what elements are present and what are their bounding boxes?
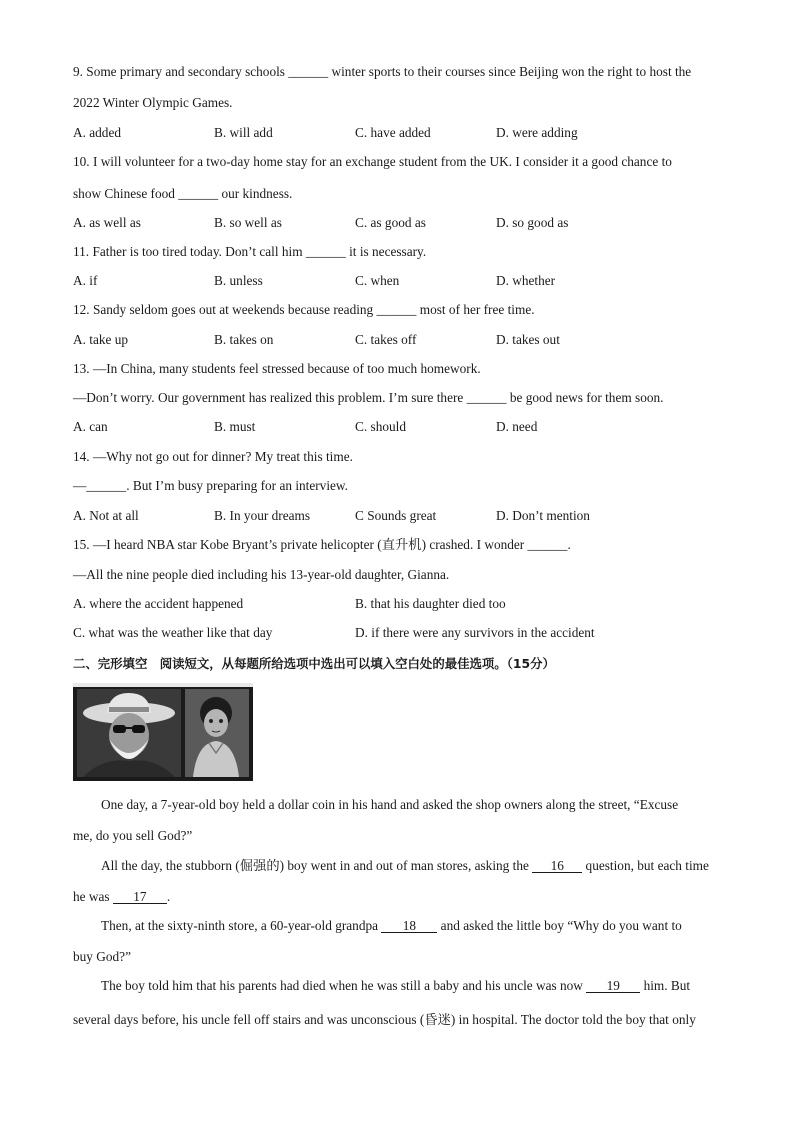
blank-19: 19 <box>586 979 640 993</box>
q13-option-b: B. must <box>214 419 256 434</box>
q12-stem: 12. Sandy seldom goes out at weekends because reading ______ most of her free time. <box>73 302 535 317</box>
q10-option-d: D. so good as <box>496 215 569 230</box>
q9-option-c: C. have added <box>355 125 431 140</box>
q13-stem-line1: 13. —In China, many students feel stressed because of too much homework. <box>73 361 481 376</box>
q15-stem-line2: —All the nine people died including his 13-year-old daughter, Gianna. <box>73 567 450 582</box>
q12-option-d: D. takes out <box>496 332 560 347</box>
passage-p1-line2: me, do you sell God?” <box>73 828 193 843</box>
q11-option-d: D. whether <box>496 273 556 288</box>
q9-option-b: B. will add <box>214 125 273 140</box>
q10-stem-line2: show Chinese food ______ our kindness. <box>73 186 293 201</box>
q14-option-c: C Sounds great <box>355 508 437 523</box>
q10-stem-line1: 10. I will volunteer for a two-day home stay for an exchange student from the UK. I consider it a good chance to <box>73 154 672 169</box>
q13-option-d: D. need <box>496 419 538 434</box>
q14-option-b: B. In your dreams <box>214 508 311 523</box>
passage-p4-line2: several days before, his uncle fell off stairs and was unconscious (昏迷) in hospital. The doctor told the boy that only <box>73 1012 696 1027</box>
passage-photo <box>73 683 253 781</box>
blank-17: 17 <box>113 890 167 904</box>
q9-option-a: A. added <box>73 125 121 140</box>
q10-option-a: A. as well as <box>73 215 141 230</box>
q15-option-a: A. where the accident happened <box>73 596 244 611</box>
q13-option-a: A. can <box>73 419 108 434</box>
q10-option-b: B. so well as <box>214 215 282 230</box>
q12-option-c: C. takes off <box>355 332 417 347</box>
q11-option-c: C. when <box>355 273 400 288</box>
q11-option-a: A. if <box>73 273 98 288</box>
q9-option-d: D. were adding <box>496 125 578 140</box>
passage-p3-line2: buy God?” <box>73 949 131 964</box>
q9-stem-line2: 2022 Winter Olympic Games. <box>73 95 233 110</box>
q11-stem: 11. Father is too tired today. Don’t call him ______ it is necessary. <box>73 244 427 259</box>
q15-option-b: B. that his daughter died too <box>355 596 506 611</box>
q14-option-d: D. Don’t mention <box>496 508 590 523</box>
q15-option-d: D. if there were any survivors in the accident <box>355 625 595 640</box>
passage-p3-line1: Then, at the sixty-ninth store, a 60-year-old grandpa 18 and asked the little boy “Why do you want to <box>101 918 682 933</box>
q10-option-c: C. as good as <box>355 215 426 230</box>
q13-stem-line2: —Don’t worry. Our government has realized this problem. I’m sure there ______ be good news for them soon. <box>73 390 664 405</box>
q13-option-c: C. should <box>355 419 406 434</box>
q14-stem-line2: —______. But I’m busy preparing for an interview. <box>73 478 348 493</box>
q15-option-c: C. what was the weather like that day <box>73 625 273 640</box>
blank-16: 16 <box>532 859 582 873</box>
passage-p1-line1: One day, a 7-year-old boy held a dollar coin in his hand and asked the shop owners along the street, “Excuse <box>101 797 679 812</box>
passage-p4-line1: The boy told him that his parents had died when he was still a baby and his uncle was now 19 him. But <box>101 978 691 993</box>
q12-option-b: B. takes on <box>214 332 274 347</box>
q11-option-b: B. unless <box>214 273 263 288</box>
q14-stem-line1: 14. —Why not go out for dinner? My treat this time. <box>73 449 353 464</box>
passage-p2-line1: All the day, the stubborn (倔强的) boy went in and out of man stores, asking the 16 question, but each time <box>101 858 709 873</box>
q9-stem-line1: 9. Some primary and secondary schools ______ winter sports to their courses since Beijing won the right to host the <box>73 64 692 79</box>
q15-stem-line1: 15. —I heard NBA star Kobe Bryant’s private helicopter (直升机) crashed. I wonder ______. <box>73 537 571 552</box>
section-title: 二、完形填空 阅读短文，从每题所给选项中选出可以填入空白处的最佳选项。（15分） <box>73 656 555 671</box>
q12-option-a: A. take up <box>73 332 129 347</box>
passage-p2-line2: he was 17 . <box>73 889 171 904</box>
q14-option-a: A. Not at all <box>73 508 139 523</box>
blank-18: 18 <box>381 919 437 933</box>
